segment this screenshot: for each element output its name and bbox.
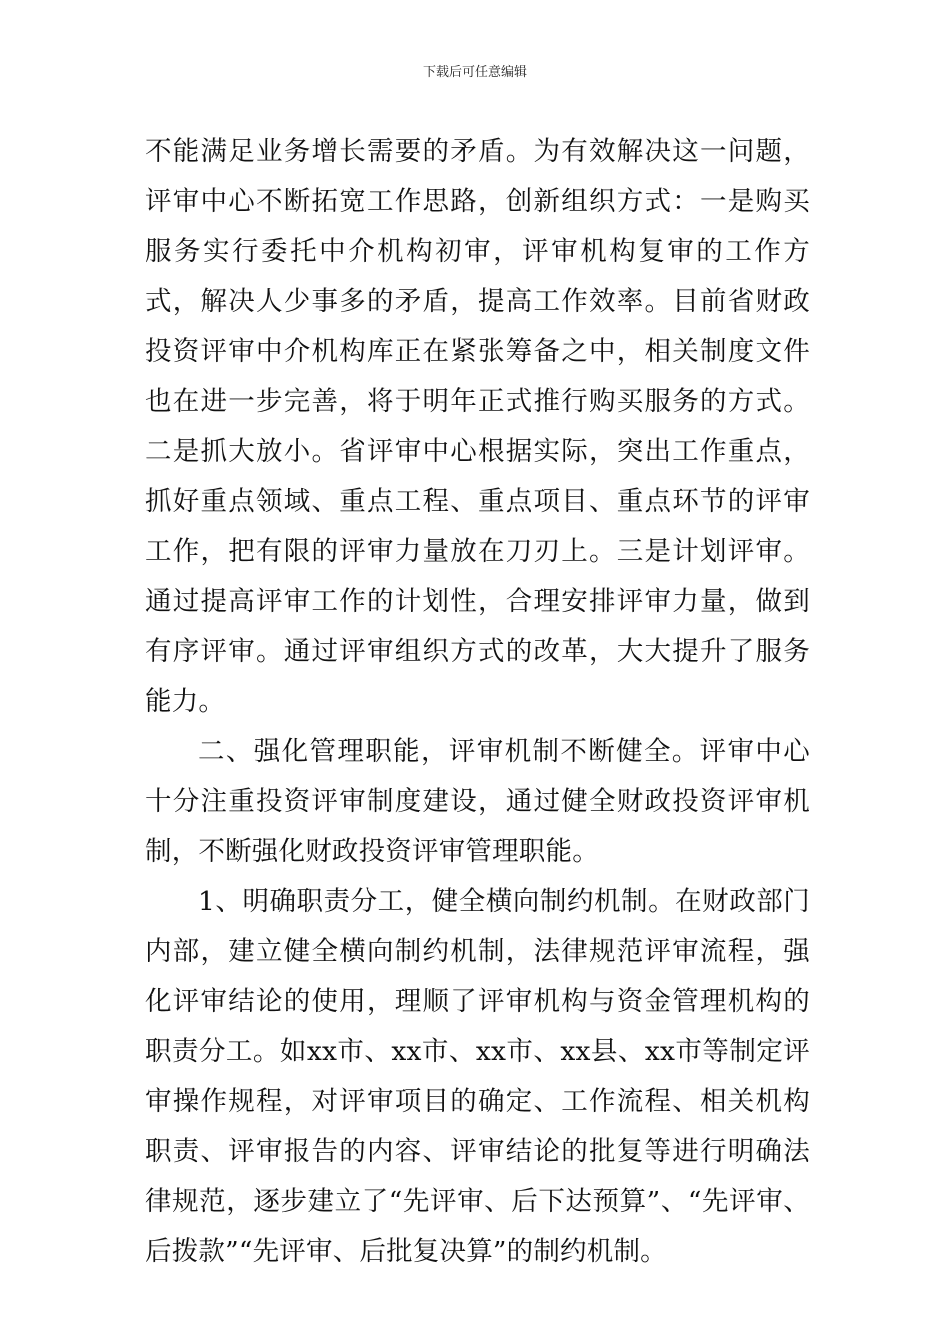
- paragraph-1: 不能满足业务增长需要的矛盾。为有效解决这一问题，评审中心不断拓宽工作思路，创新组织方式：一是购买服务实行委托中介机构初审，评审机构复审的工作方式，解决人少事多的矛盾，提高工作效率。目前省财政投资评审中介机构库正在紧张筹备之中，相关制度文件也在进一步完善，将于明年正式推行购买服务的方式。二是抓大放小。省评审中心根据实际，突出工作重点，抓好重点领域、重点工程、重点项目、重点环节的评审工作，把有限的评审力量放在刀刃上。三是计划评审。通过提高评审工作的计划性，合理安排评审力量，做到有序评审。通过评审组织方式的改革，大大提升了服务能力。: [145, 136, 810, 717]
- paragraph-2: 二、强化管理职能，评审机制不断健全。评审中心十分注重投资评审制度建设，通过健全财政投资评审机制，不断强化财政投资评审管理职能。: [145, 736, 810, 867]
- document-body: [145, 127, 810, 1277]
- page-header: 下载后可任意编辑: [422, 65, 527, 80]
- paragraph-3: 1、明确职责分工，健全横向制约机制。在财政部门内部，建立健全横向制约机制，法律规范评审流程，强化评审结论的使用，理顺了评审机构与资金管理机构的职责分工。如xx市、xx市、xx市、xx县、xx市等制定评审操作规程，对评审项目的确定、工作流程、相关机构职责、评审报告的内容、评审结论的批复等进行明确法律规范，逐步建立了“先评审、后下达预算”、“先评审、后拨款”“先评审、后批复决算”的制约机制。: [145, 886, 810, 1267]
